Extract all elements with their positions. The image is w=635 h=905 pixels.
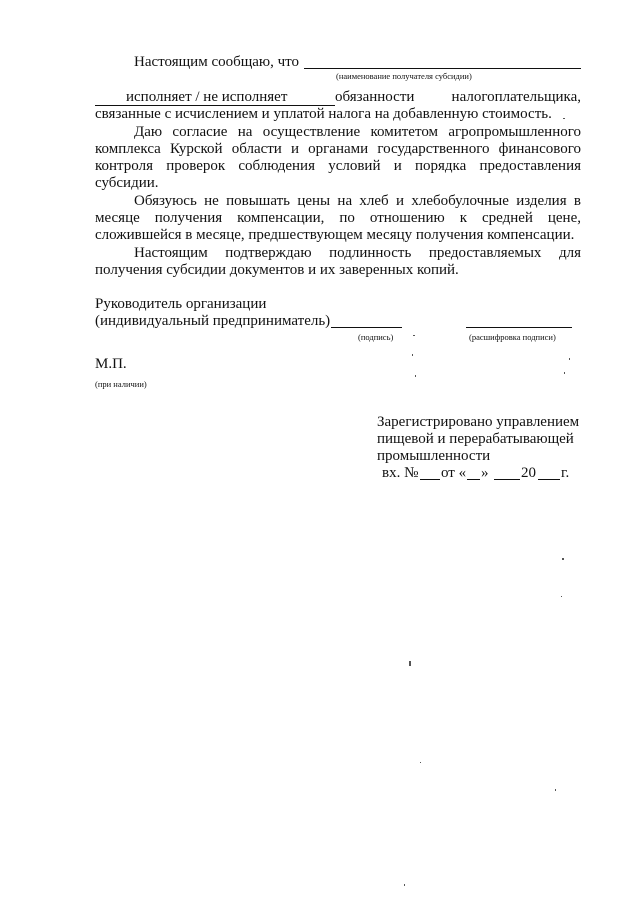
- price-line-2: месяце получения компенсации, по отношению к средней цене,: [95, 210, 581, 226]
- intro-text: Настоящим сообщаю, что: [134, 54, 300, 70]
- scan-speck: [562, 558, 564, 560]
- scan-speck: [569, 358, 570, 360]
- signature-line: [331, 327, 402, 328]
- consent-line-2: комплекса Курской области и органами государственного финансового: [95, 141, 581, 157]
- scan-speck: [561, 596, 562, 597]
- incoming-number-line: [420, 479, 440, 480]
- registration-line-2: пищевой и перерабатывающей: [377, 431, 574, 447]
- scan-speck: [415, 375, 416, 377]
- authenticity-line-1: Настоящим подтверждаю подлинность предоставляемых для: [134, 245, 581, 261]
- recipient-name-line: [304, 68, 581, 69]
- seal-note: (при наличии): [95, 379, 147, 389]
- vat-line-1: обязанности налогоплательщика,: [335, 89, 581, 105]
- scan-speck: [404, 884, 405, 886]
- seal-label: М.П.: [95, 356, 127, 372]
- incoming-number-label: вх. №: [382, 465, 419, 481]
- date-quote-close: »: [481, 465, 489, 481]
- consent-line-3: контроля проверок соблюдения условий и порядка предоставления: [95, 158, 581, 174]
- scan-speck: [564, 372, 565, 374]
- date-month-line: [494, 479, 520, 480]
- scan-speck: [420, 762, 421, 763]
- registration-line-1: Зарегистрировано управлением: [377, 414, 580, 430]
- date-year-suffix: г.: [561, 465, 570, 481]
- date-day-line: [467, 479, 480, 480]
- recipient-caption: (наименование получателя субсидии): [336, 71, 472, 81]
- date-year-prefix: 20: [521, 465, 536, 481]
- authenticity-line-2: получения субсидии документов и их заверенных копий.: [95, 262, 459, 278]
- scan-speck: [413, 335, 415, 336]
- date-year-line: [538, 479, 560, 480]
- head-line-2: (индивидуальный предприниматель): [95, 313, 331, 329]
- consent-line-4: субсидии.: [95, 175, 159, 191]
- date-from-label: от «: [441, 465, 467, 481]
- status-options: исполняет / не исполняет: [126, 89, 288, 105]
- price-line-3: сложившейся в месяце, предшествующем месяцу получения компенсации.: [95, 227, 575, 243]
- scan-speck: [563, 118, 565, 119]
- price-line-1: Обязуюсь не повышать цены на хлеб и хлебобулочные изделия в: [134, 193, 581, 209]
- vat-line-2: связанные с исчислением и уплатой налога на добавленную стоимость.: [95, 106, 552, 122]
- consent-line-1: Даю согласие на осуществление комитетом агропромышленного: [134, 124, 581, 140]
- signature-caption: (подпись): [358, 332, 394, 342]
- scan-speck: [555, 789, 556, 791]
- scan-speck: [412, 354, 413, 356]
- signature-decode-line: [466, 327, 572, 328]
- registration-line-3: промышленности: [377, 448, 491, 464]
- head-line-1: Руководитель организации: [95, 296, 267, 312]
- scan-speck: [409, 661, 411, 666]
- signature-decode-caption: (расшифровка подписи): [469, 332, 556, 342]
